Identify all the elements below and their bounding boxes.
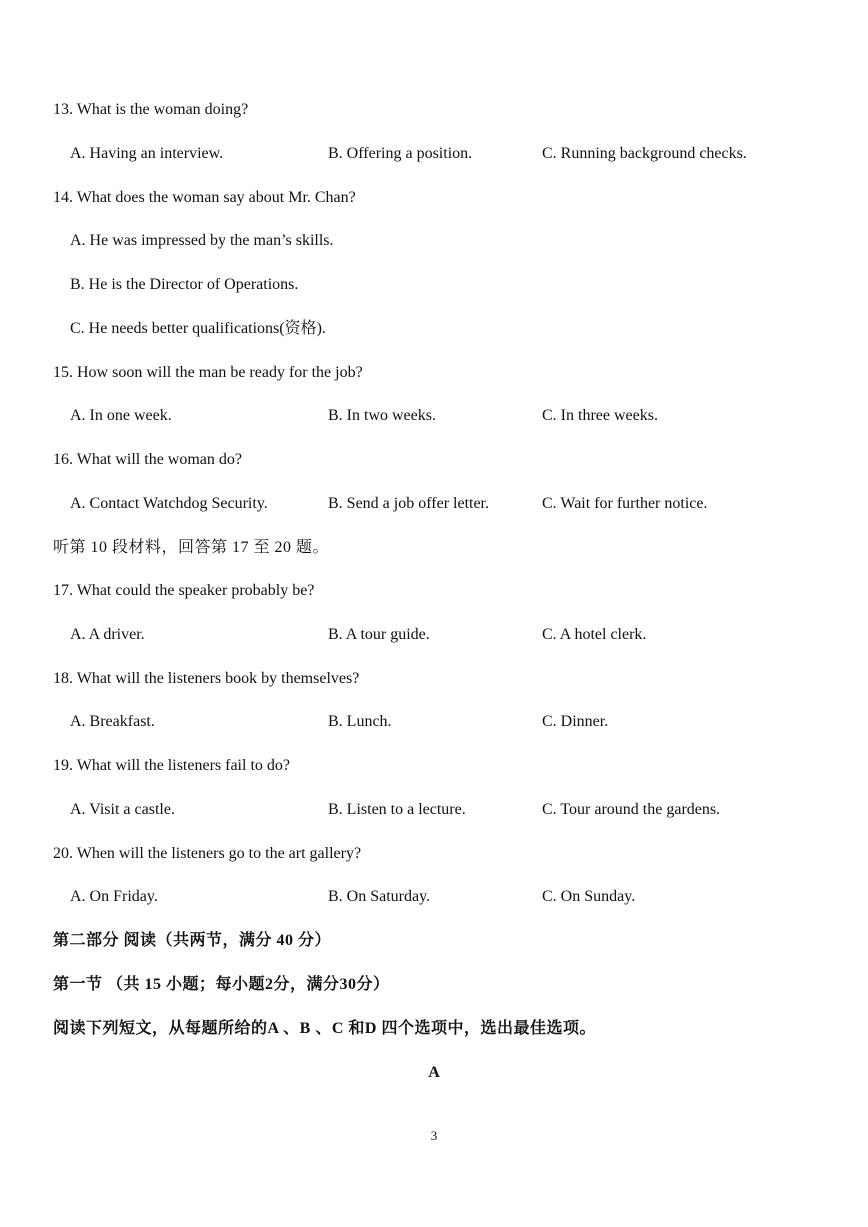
question-13-option-c: C. Running background checks. (542, 145, 747, 162)
question-20-option-c: C. On Sunday. (542, 888, 636, 905)
question-14-stem: 14. What does the woman say about Mr. Chan? (53, 189, 356, 206)
question-14-option-c: C. He needs better qualifications(资格). (70, 320, 326, 337)
question-19-stem: 19. What will the listeners fail to do? (53, 757, 290, 774)
question-17-option-b: B. A tour guide. (328, 626, 430, 643)
question-13-option-a: A. Having an interview. (70, 145, 224, 162)
question-16-option-c: C. Wait for further notice. (542, 495, 708, 512)
question-17-option-a: A. A driver. (70, 626, 145, 643)
question-18-option-a: A. Breakfast. (70, 713, 155, 730)
question-15-option-b: B. In two weeks. (328, 407, 436, 424)
question-17-stem: 17. What could the speaker probably be? (53, 582, 315, 599)
question-15-stem: 15. How soon will the man be ready for the job? (53, 364, 363, 381)
question-18-stem: 18. What will the listeners book by themselves? (53, 670, 360, 687)
question-18-option-b: B. Lunch. (328, 713, 392, 730)
passage-label: A (428, 1064, 440, 1081)
question-20-option-a: A. On Friday. (70, 888, 158, 905)
reading-instruction: 阅读下列短文，从每题所给的A 、B 、C 和D 四个选项中，选出最佳选项。 (53, 1020, 596, 1037)
question-20-stem: 20. When will the listeners go to the art gallery? (53, 845, 362, 862)
question-16-option-b: B. Send a job offer letter. (328, 495, 489, 512)
question-17-option-c: C. A hotel clerk. (542, 626, 647, 643)
question-13-option-b: B. Offering a position. (328, 145, 473, 162)
question-18-option-c: C. Dinner. (542, 713, 609, 730)
question-13-stem: 13. What is the woman doing? (53, 101, 249, 118)
question-14-option-a: A. He was impressed by the man’s skills. (70, 232, 334, 249)
question-14-option-b: B. He is the Director of Operations. (70, 276, 299, 293)
question-20-option-b: B. On Saturday. (328, 888, 431, 905)
question-15-option-a: A. In one week. (70, 407, 172, 424)
question-19-option-c: C. Tour around the gardens. (542, 801, 721, 818)
section-note: 听第 10 段材料，回答第 17 至 20 题。 (53, 539, 330, 556)
question-19-option-b: B. Listen to a lecture. (328, 801, 466, 818)
part-2-title: 第二部分 阅读（共两节，满分 40 分） (53, 932, 332, 949)
question-16-stem: 16. What will the woman do? (53, 451, 242, 468)
page-number: 3 (430, 1128, 438, 1143)
question-19-option-a: A. Visit a castle. (70, 801, 175, 818)
question-16-option-a: A. Contact Watchdog Security. (70, 495, 268, 512)
question-15-option-c: C. In three weeks. (542, 407, 658, 424)
section-1-title: 第一节 （共 15 小题；每小题2分，满分30分） (53, 976, 390, 993)
